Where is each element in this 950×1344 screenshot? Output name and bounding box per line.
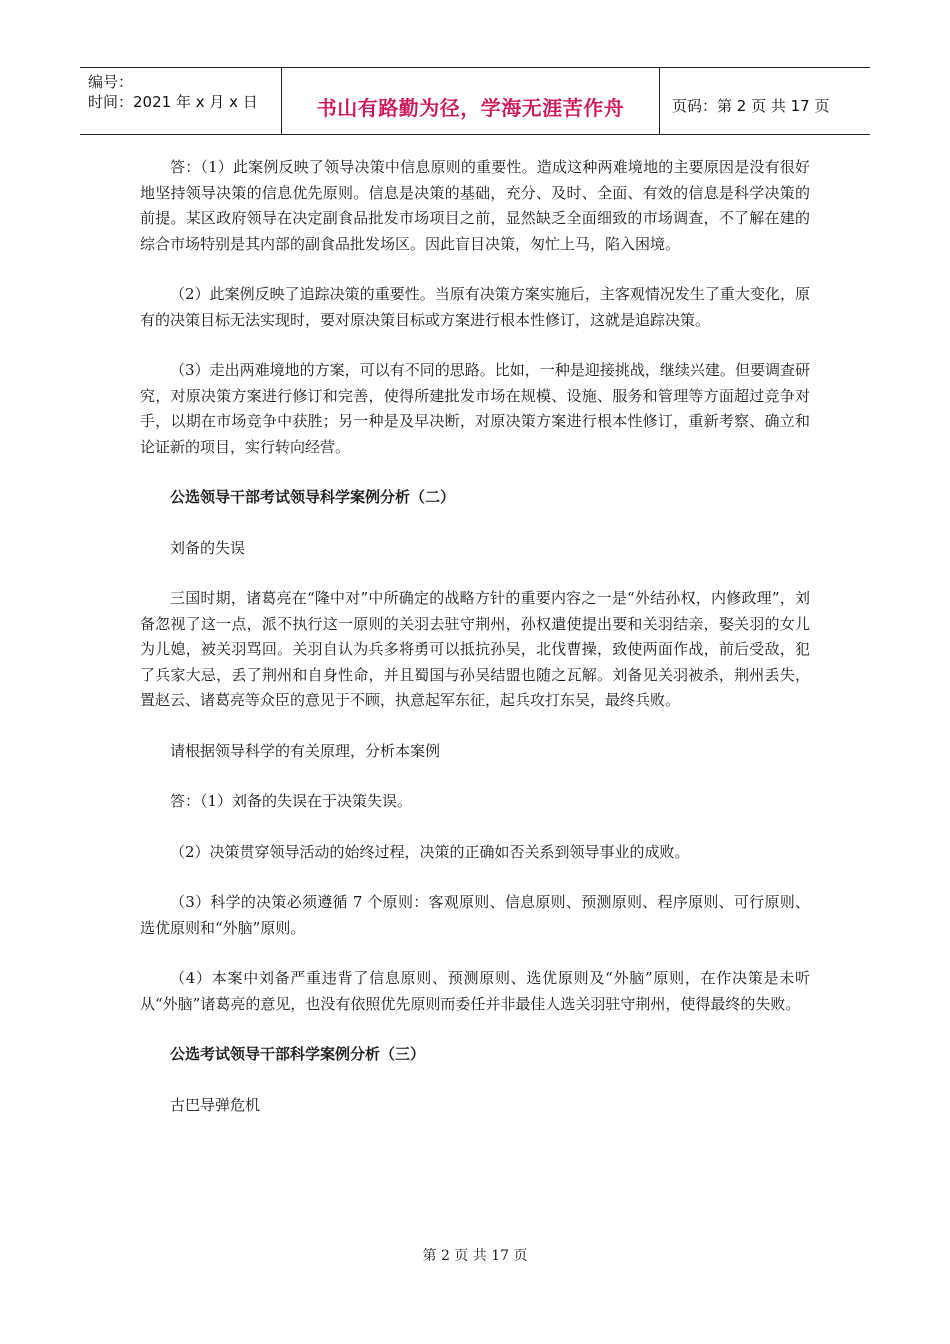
header-page-number: 页码：第 2 页 共 17 页 xyxy=(672,96,830,115)
case-question-2: 请根据领导科学的有关原理，分析本案例 xyxy=(170,741,441,760)
document-body xyxy=(140,155,810,1118)
case-answer-1: 答：（1）刘备的失误在于决策失误。 xyxy=(170,792,413,810)
case-story-2: 三国时期，诸葛亮在“隆中对”中所确定的战略方针的重要内容之一是“外结孙权，内修政理”，刘备忽视了这一点，派不执行这一原则的关羽去驻守荆州，孙权遣使提出要和关羽结亲，娶关羽的女儿为儿媳，被关羽骂回。关羽自认为兵多将勇可以抵抗孙吴，北伐曹操，致使两面作战，前后受敌，犯了兵家大忌，丢了荆州和自身性命，并且蜀国与孙吴结盟也随之瓦解。刘备见关羽被杀，荆州丢失，置赵云、诸葛亮等众臣的意见于不顾，执意起军东征，起兵攻打东吴，最终兵败。 xyxy=(140,589,810,709)
case-answer-2: （2）决策贯穿领导活动的始终过程，决策的正确如否关系到领导事业的成败。 xyxy=(170,842,690,861)
case-title-3: 古巴导弹危机 xyxy=(170,1095,261,1114)
case-answer-4: （4）本案中刘备严重违背了信息原则、预测原则、选优原则及“外脑”原则，在作决策是未听从“外脑”诸葛亮的意见，也没有依照优先原则而委任并非最佳人选关羽驻守荆州，使得最终的失败。 xyxy=(140,969,810,1013)
section-heading-3: 公选考试领导干部科学案例分析（三） xyxy=(170,1045,426,1063)
document-date-label: 时间：2021 年 x 月 x 日 xyxy=(88,93,258,111)
header-motto-cell xyxy=(282,68,660,134)
answer-paragraph-3: （3）走出两难境地的方案，可以有不同的思路。比如，一种是迎接挑战，继续兴建。但要调查研究，对原决策方案进行修订和完善，使得所建批发市场在规模、设施、服务和管理等方面超过竞争对手，以期在市场竞争中获胜；另一种是及早决断，对原决策方案进行根本性修订，重新考察、确立和论证新的项目，实行转向经营。 xyxy=(140,361,810,456)
page-header xyxy=(80,67,870,135)
document-number-label: 编号： xyxy=(88,73,134,91)
answer-paragraph-1: 答：（1）此案例反映了领导决策中信息原则的重要性。造成这种两难境地的主要原因是没有很好地坚持领导决策的信息优先原则。信息是决策的基础，充分、及时、全面、有效的信息是科学决策的前提。某区政府领导在决定副食品批发市场项目之前，显然缺乏全面细致的市场调查，不了解在建的综合市场特别是其内部的副食品批发场区。因此盲目决策，匆忙上马，陷入困境。 xyxy=(140,158,810,253)
answer-paragraph-2: （2）此案例反映了追踪决策的重要性。当原有决策方案实施后，主客观情况发生了重大变化，原有的决策目标无法实现时，要对原决策目标或方案进行根本性修订，这就是追踪决策。 xyxy=(140,285,810,329)
page-footer: 第 2 页 共 17 页 xyxy=(422,1248,528,1264)
section-heading-2: 公选领导干部考试领导科学案例分析（二） xyxy=(170,488,456,506)
header-meta xyxy=(80,68,282,134)
case-answer-3: （3）科学的决策必须遵循 7 个原则：客观原则、信息原则、预测原则、程序原则、可行原则、选优原则和“外脑”原则。 xyxy=(140,893,810,937)
case-title-2: 刘备的失误 xyxy=(170,538,246,557)
header-motto: 书山有路勤为径，学海无涯苦作舟 xyxy=(316,95,625,120)
